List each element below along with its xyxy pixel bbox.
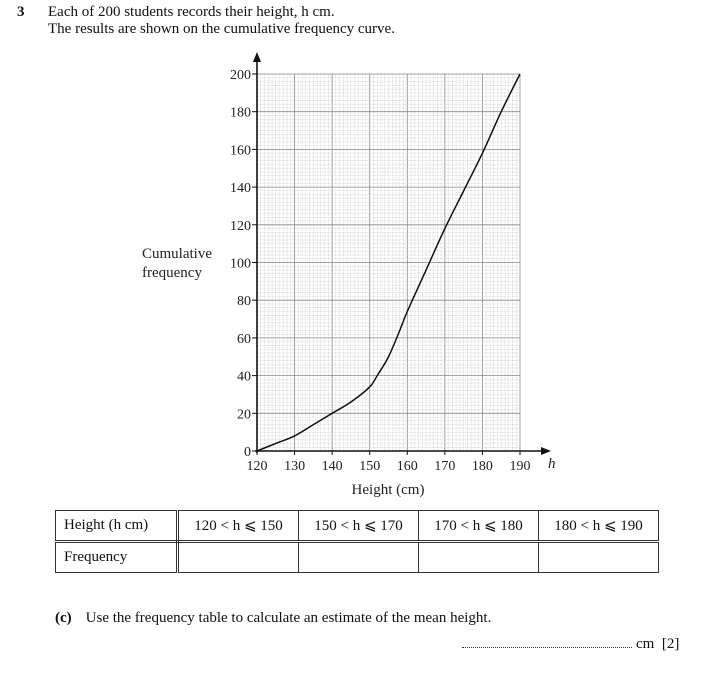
question-text-line-2: The results are shown on the cumulative frequency curve. [48,21,395,37]
y-tick-label: 140 [230,181,251,197]
y-axis-label-line: frequency [142,265,202,281]
x-tick-label: 140 [321,459,343,474]
y-tick-label: 180 [230,105,251,121]
answer-unit: cm [636,636,655,652]
marks: [2] [661,636,680,652]
frequency-cell-1[interactable] [178,542,299,573]
y-tick-label: 160 [230,143,251,159]
part-c-question [55,610,491,627]
column-header-2: 150 < h ⩽ 170 [299,511,419,542]
y-axis-arrow [253,52,261,62]
column-header-4: 180 < h ⩽ 190 [539,511,659,542]
x-tick-label: 120 [246,459,268,474]
frequency-cell-2[interactable] [299,542,419,573]
y-axis-label-line: Cumulative [142,246,212,262]
x-axis-label: Height (cm) [351,482,425,498]
y-tick-label: 120 [230,218,251,234]
frequency-table [55,510,659,573]
frequency-cell-4[interactable] [539,542,659,573]
column-header-3: 170 < h ⩽ 180 [419,511,539,542]
part-c-text: Use the frequency table to calculate an estimate of the mean height. [85,610,492,626]
chart-grid [257,74,520,451]
x-tick-label: 190 [509,459,531,474]
y-tick-label: 60 [237,331,251,347]
x-tick-label: 130 [284,459,306,474]
column-header-1: 120 < h ⩽ 150 [178,511,299,542]
part-c-label: (c) [55,610,72,626]
answer-dotted-line[interactable] [462,647,632,648]
x-tick-label: 150 [359,459,381,474]
x-axis-arrow [541,447,551,455]
question-number: 3 [17,4,25,20]
row-header-height: Height (h cm) [56,511,178,542]
row-header-frequency: Frequency [56,542,178,573]
question-text-line-1: Each of 200 students records their height, h cm. [48,4,335,20]
x-tick-label: 170 [434,459,456,474]
answer-line [462,636,679,653]
y-tick-label: 100 [230,256,251,272]
frequency-cell-3[interactable] [419,542,539,573]
table-row-height [56,511,659,542]
y-tick-label: 200 [230,68,251,83]
x-tick-label: 180 [471,459,493,474]
y-tick-label: 40 [237,369,251,385]
table-row-frequency [56,542,659,573]
y-tick-label: 20 [237,407,251,423]
x-tick-label: 160 [396,459,418,474]
y-tick-label: 0 [244,445,251,460]
x-axis-variable: h [548,456,556,472]
y-tick-label: 80 [237,294,251,310]
